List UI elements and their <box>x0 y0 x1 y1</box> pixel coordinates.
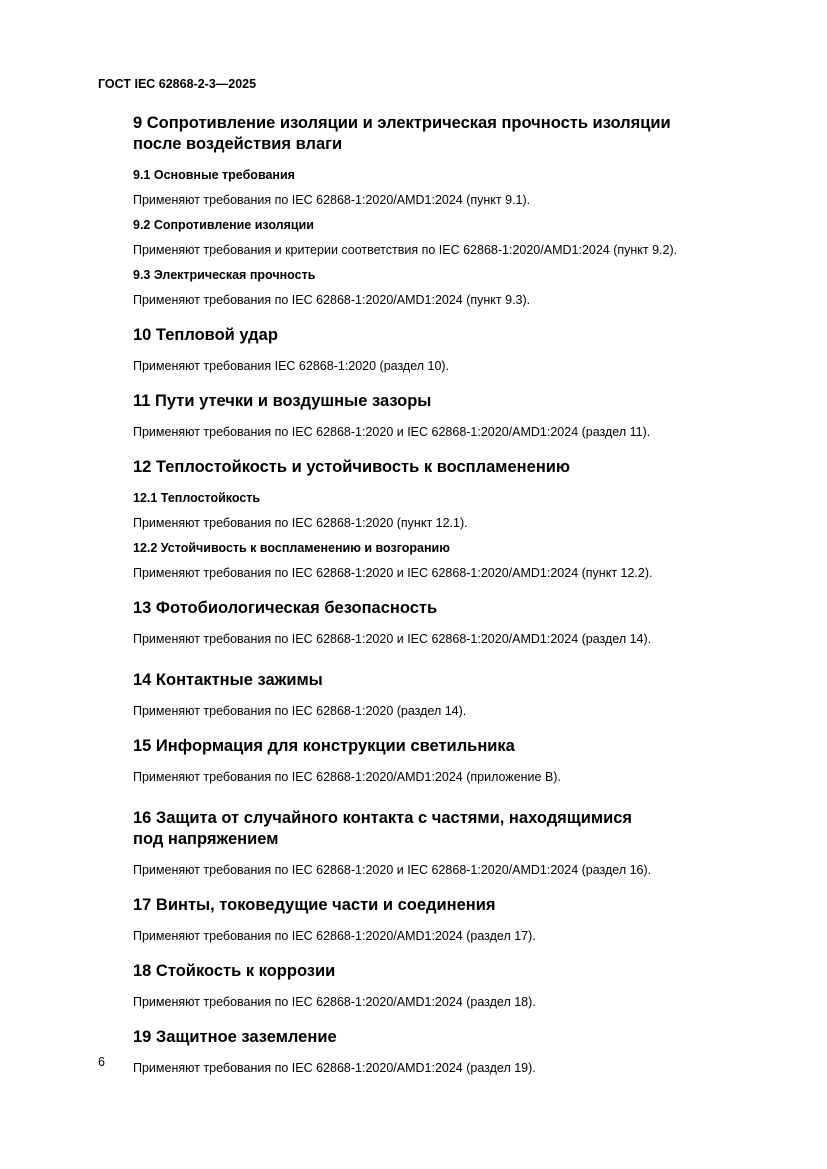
section-title: 10 Тепловой удар <box>133 326 278 344</box>
section-19 <box>133 1027 783 1076</box>
subsection-title: 9.1 Основные требования <box>133 168 295 182</box>
section-title: 13 Фотобиологическая безопасность <box>133 599 438 617</box>
section-13 <box>133 598 783 647</box>
section-title: 19 Защитное заземление <box>133 1028 337 1046</box>
paragraph: Применяют требования по IEC 62868-1:2020/AMD1:2024 (пункт 9.3). <box>133 293 531 307</box>
section-9 <box>133 113 783 308</box>
section-title: 16 Защита от случайного контакта с частями, находящимися под напряжением <box>133 809 633 848</box>
section-16 <box>133 808 783 878</box>
paragraph: Применяют требования по IEC 62868-1:2020/AMD1:2024 (раздел 18). <box>133 995 536 1009</box>
section-10 <box>133 325 783 374</box>
paragraph: Применяют требования по IEC 62868-1:2020 и IEC 62868-1:2020/AMD1:2024 (раздел 16). <box>133 863 652 877</box>
subsection-title: 12.2 Устойчивость к воспламенению и возгоранию <box>133 541 450 555</box>
paragraph: Применяют требования по IEC 62868-1:2020/AMD1:2024 (приложение В). <box>133 770 561 784</box>
subsection-title: 9.3 Электрическая прочность <box>133 268 316 282</box>
document-body <box>133 113 783 1085</box>
paragraph: Применяют требования по IEC 62868-1:2020 (раздел 14). <box>133 704 467 718</box>
section-title: 17 Винты, токоведущие части и соединения <box>133 896 496 914</box>
section-title: 14 Контактные зажимы <box>133 671 323 689</box>
paragraph: Применяют требования по IEC 62868-1:2020/AMD1:2024 (раздел 17). <box>133 929 536 943</box>
section-12 <box>133 457 783 581</box>
section-17 <box>133 895 783 944</box>
paragraph: Применяют требования по IEC 62868-1:2020 и IEC 62868-1:2020/AMD1:2024 (раздел 14). <box>133 632 652 646</box>
document-header: ГОСТ IEC 62868-2-3—2025 <box>98 77 257 91</box>
subsection-title: 9.2 Сопротивление изоляции <box>133 218 314 232</box>
section-title: 12 Теплостойкость и устойчивость к воспламенению <box>133 458 571 476</box>
paragraph: Применяют требования по IEC 62868-1:2020 и IEC 62868-1:2020/AMD1:2024 (пункт 12.2). <box>133 566 653 580</box>
section-15 <box>133 736 783 785</box>
paragraph: Применяют требования и критерии соответствия по IEC 62868-1:2020/AMD1:2024 (пункт 9.2). <box>133 243 678 257</box>
section-title: 15 Информация для конструкции светильника <box>133 737 515 755</box>
section-title: 9 Сопротивление изоляции и электрическая прочность изоляции после воздействия влаги <box>133 114 671 153</box>
section-18 <box>133 961 783 1010</box>
paragraph: Применяют требования по IEC 62868-1:2020/AMD1:2024 (пункт 9.1). <box>133 193 531 207</box>
subsection-title: 12.1 Теплостойкость <box>133 491 261 505</box>
section-title: 11 Пути утечки и воздушные зазоры <box>133 392 432 410</box>
paragraph: Применяют требования IEC 62868-1:2020 (раздел 10). <box>133 359 450 373</box>
page-number: 6 <box>98 1055 105 1069</box>
paragraph: Применяют требования по IEC 62868-1:2020 и IEC 62868-1:2020/AMD1:2024 (раздел 11). <box>133 425 651 439</box>
paragraph: Применяют требования по IEC 62868-1:2020 (пункт 12.1). <box>133 516 468 530</box>
section-11 <box>133 391 783 440</box>
section-title: 18 Стойкость к коррозии <box>133 962 336 980</box>
section-14 <box>133 670 783 719</box>
paragraph: Применяют требования по IEC 62868-1:2020/AMD1:2024 (раздел 19). <box>133 1061 536 1075</box>
